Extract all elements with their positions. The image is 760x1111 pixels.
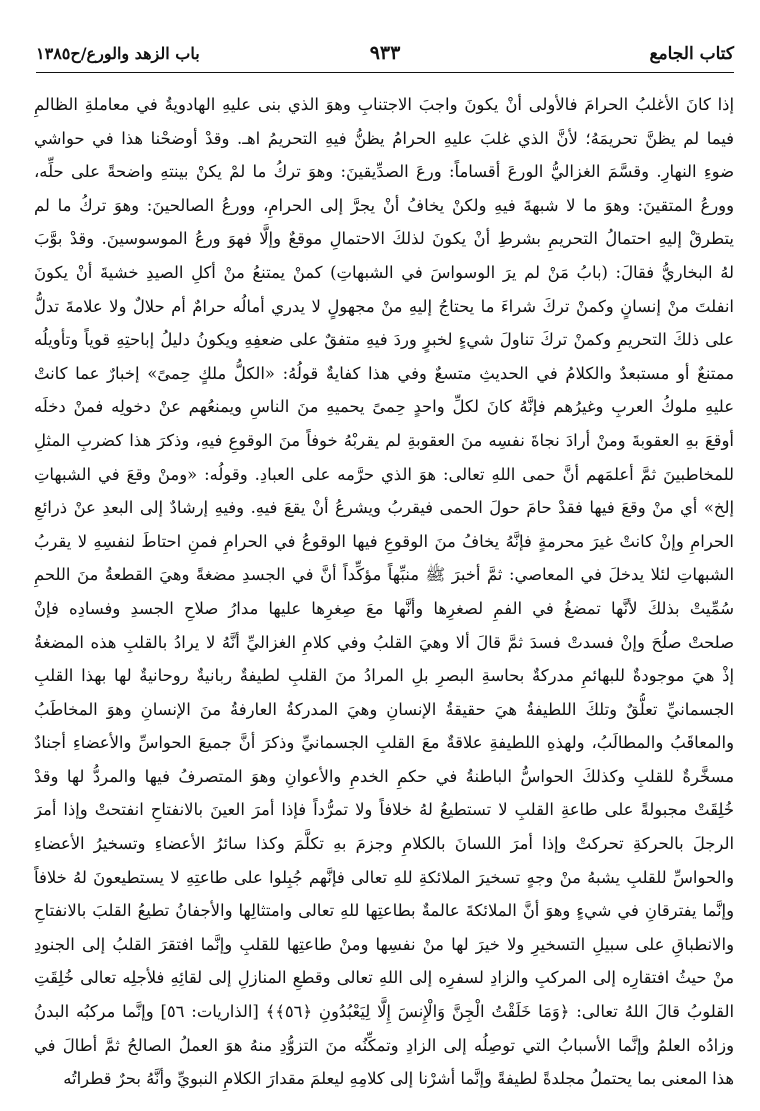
text-line: عليهِ ملوكُ العربِ وغيرُهم فإنَّهُ كانَ لكلِّ واحدٍ حِمىً يحميهِ منَ الناسِ ويمنعُهم عنْ دخولِه فمنْ دخلَه — [34, 397, 734, 417]
page-header — [36, 40, 734, 70]
text-line: على ذلكَ التحريمِ وكمنْ تركَ تناولَ شيءٍ لخبرٍ وردَ فيهِ متفقٌ على ضعفِهِ ويكونُ دليلُ إباحتِهِ قوياً وتأويلُه — [34, 330, 734, 350]
text-line: الجسمانيِّ تعلُّقٌ وتلكَ اللطيفةُ هيَ حقيقةُ الإنسانِ وهيَ المدركةُ العارفةُ منَ الإنسانِ وهوَ المخاطَبُ — [34, 699, 734, 719]
text-line: ممتنعٌ أو مستبعدٌ والكلامُ في الحديثِ متسعٌ وفي هذا كفايةٌ قولُهُ: «الكلُّ ملكٍ حِمىً» إخبارٌ عما كانتْ — [34, 363, 734, 383]
text-line: صلحتْ صلُحَ وإنْ فسدتْ فسدَ ثمَّ قالَ ألا وهيَ القلبُ وفي كلامِ الغزاليِّ أنَّهُ لا يرادُ بالقلبِ هذه المضغةُ — [34, 632, 734, 652]
text-line: إذا كانَ الأغلبُ الحرامَ فالأولى أنْ يكونَ واجبَ الاجتنابِ وهوَ الذي بنى عليهِ الهادويةُ في معاملةِ الظالمِ — [34, 95, 734, 114]
text-line: وورعُ المتقينَ: وهوَ ما لا شبهةَ فيهِ ولكنْ يخافُ أنْ يجرَّ إلى الحرامِ، وورعُ الصالحينَ: وهوَ تركُ ما لم — [34, 195, 734, 215]
header-divider — [36, 72, 734, 73]
chapter-reference: باب الزهد والورع/ح١٣٨٥ — [36, 44, 200, 63]
text-line: الشبهاتِ لئلا يدخلَ في المعاصي: ثمَّ أخبرَ ﷺ منبِّهاً مؤكِّداً أنَّ في الجسدِ مضغةً وهيَ القطعةُ منَ اللحمِ — [34, 565, 734, 585]
text-line: منْ حيثُ افتقارِه إلى المركبِ والزادِ لسفرِه إلى اللهِ تعالى وقطعِ المنازلِ إلى لقائِهِ فلأجلِه تعالى خُلِقَتِ — [34, 968, 734, 988]
text-line: وزادُه العلمُ وإنَّما الأسبابُ التي توصِلُه إلى الزادِ وتمكِّنُه منَ التزوُّدِ منهُ هوَ العملُ الصالحُ ثمَّ أطالَ في — [34, 1035, 734, 1055]
text-line: إذْ هيَ موجودةٌ للبهائمِ مدركةٌ بحاسةِ البصرِ بلِ المرادُ منَ القلبِ لطيفةٌ ربانيةٌ روحانيةٌ لها بهذا القلبِ — [34, 666, 734, 686]
text-line: فيما لم يظنَّ تحريمَهُ؛ لأنَّ الذي غلبَ عليهِ الحرامُ يظنُّ فيهِ التحريمُ اهـ. وقدْ أوضحْنا هذا في حواشي — [34, 128, 734, 148]
body-text — [34, 88, 734, 1096]
text-line: والحواسِّ للقلبِ يشبهُ منْ وجهٍ تسخيرَ الملائكةِ للهِ تعالى فإنَّهم جُبِلوا على طاعتِهِ لا يستطيعونَ لهُ خلافاً — [34, 867, 734, 887]
page-number: ٩٣٣ — [369, 42, 401, 64]
text-line: انفلتَ منْ إنسانٍ وكمنْ تركَ شراءَ ما يحتاجُ إليهِ منْ مجهولٍ لا يدري أمالُه حرامٌ أم حلالٌ ولا علامةَ تدلُّ — [34, 296, 734, 316]
text-line: لهُ البخاريُّ فقالَ: (بابُ مَنْ لم يرَ الوسواسَ في الشبهاتِ) كمنْ يمتنعُ منْ أكلِ الصيدِ خشيةَ أنْ يكونَ — [34, 262, 734, 282]
text-line: أوقعَ بهِ العقوبةَ ومنْ أرادَ نجاةَ نفسِه منَ العقوبةِ لم يقربْهُ خوفاً منَ الوقوعِ فيهِ، وذكرَ هذا كضربِ المثلِ — [34, 430, 734, 450]
text-line: يتطرقْ إليهِ احتمالُ التحريمِ بشرطِ أنْ يكونَ لذلكَ الاحتمالِ موقعٌ وإلَّا فهوَ ورعُ الموسوسينَ. وقدْ بوَّبَ — [34, 229, 734, 249]
text-line: الحرامِ وإنْ كانتْ غيرَ محرمةٍ فإنَّهُ يخافُ منَ الوقوعِ فيها الوقوعُ في الحرامِ فمنِ احتاطَ لنفسِهِ لا يقربُ — [34, 531, 734, 551]
text-line: والانطباقِ على سبيلِ التسخيرِ ولا خيرَ لها منْ نفسِها ومنْ طاعتِها للقلبِ وإنَّما افتقرَ القلبُ إلى الجنودِ — [34, 934, 734, 954]
book-title: كتاب الجامع — [649, 44, 734, 64]
text-line: مسخَّرةٌ للقلبِ وكذلكَ الحواسُّ الباطنةُ في حكمِ الخدمِ والأعوانِ وهوَ المتصرفُ فيها والمردُّ لها وقدْ — [34, 766, 734, 786]
text-line: هذا المعنى بما يحتملُ مجلدةً لطيفةً وإنَّما أشرْنا إلى كلامِهِ ليعلمَ مقدارَ الكلامِ النبويِّ وأنَّهُ بحرٌ قطراتُه — [63, 1069, 734, 1089]
text-line: القلوبُ قالَ اللهُ تعالى: ﴿وَمَا خَلَقْتُ الْجِنَّ وَالْإِنسَ إِلَّا لِيَعْبُدُونِ ﴿٥٦﴾﴾ [الذاريات: ٥٦] وإنَّما مركبُه البدنُ — [34, 1002, 734, 1022]
text-line: للمخاطبينَ ثمَّ أعلمَهم أنَّ حمى اللهِ تعالى: هوَ الذي حرَّمه على العبادِ. وقولُه: «ومنْ وقعَ في الشبهاتِ — [34, 464, 734, 484]
text-line: والمعاقَبُ والمطالَبُ، ولهذهِ اللطيفةِ علاقةٌ معَ القلبِ الجسمانيِّ وذكرَ أنَّ جميعَ الحواسِّ والأعضاءِ أجنادٌ — [34, 733, 734, 753]
text-line: وإنَّما يفترقانِ في شيءٍ وهوَ أنَّ الملائكةَ عالمةٌ بطاعتِها للهِ تعالى وامتثالِها والأجفانُ تطيعُ القلبَ بالانفتاحِ — [34, 901, 734, 921]
text-line: سُمِّيتْ بذلكَ لأنَّها تمضغُ في الفمِ لصغرِها وأنَّها معَ صِغرِها عليها مدارُ صلاحِ الجسدِ وفسادِه فإنْ — [34, 598, 734, 618]
text-line: خُلِقَتْ مجبولةً على طاعةِ القلبِ لا تستطيعُ لهُ خلافاً ولا تمرُّداً فإذا أمرَ العينَ بالانفتاحِ انفتحتْ وإذا أمرَ — [34, 800, 734, 820]
text-line: الرجلَ بالحركةِ تحركتْ وإذا أمرَ اللسانَ بالكلامِ وجزمَ بهِ تكلَّمَ وكذا سائرُ الأعضاءِ وتسخيرُ الأعضاءِ — [34, 834, 734, 854]
text-line: ضوءِ النهارِ. وقسَّمَ الغزاليُّ الورعَ أقساماً: ورعَ الصدِّيقينَ: وهوَ تركُ ما لمْ يكنْ بينتهِ واضحةً على حلِّه، — [34, 162, 734, 182]
text-line: إلخ» أي منْ وقعَ فيها فقدْ حامَ حولَ الحمى فيقربُ ويشرعُ أنْ يقعَ فيهِ. وفيهِ إرشادٌ إلى البعدِ عنْ ذرائعِ — [34, 498, 734, 518]
